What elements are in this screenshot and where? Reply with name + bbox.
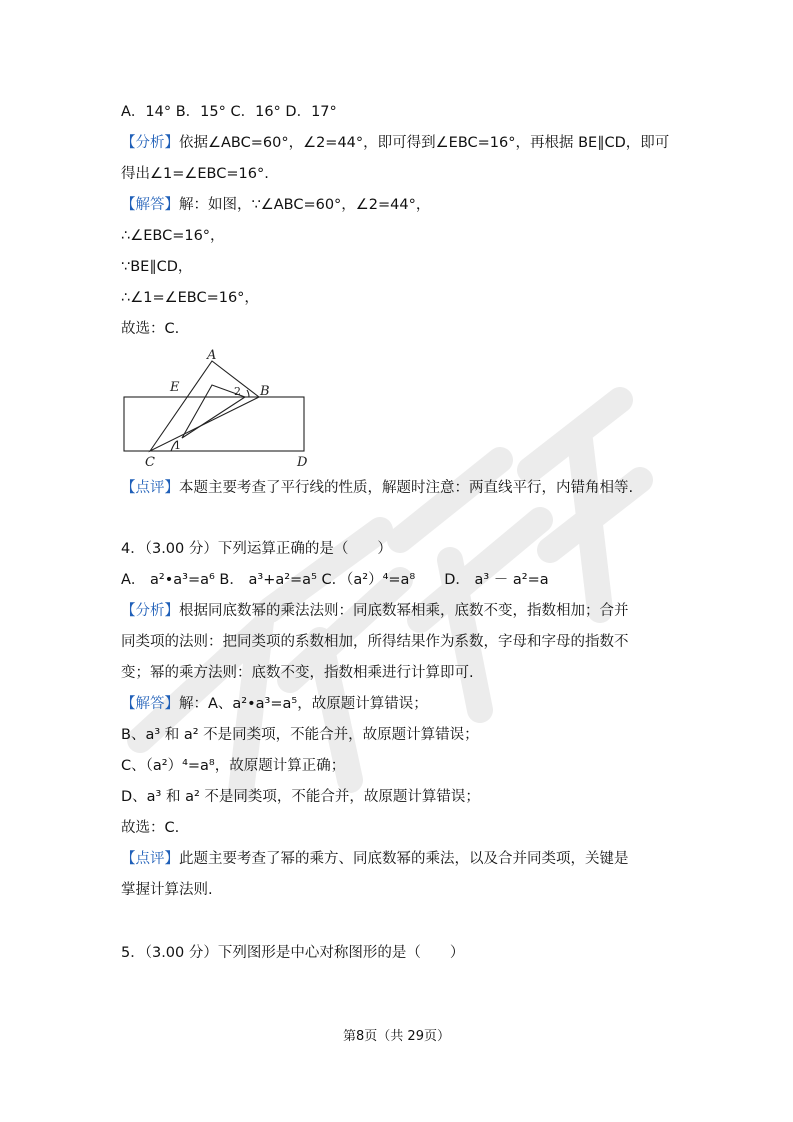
q3-comment-text: 本题主要考查了平行线的性质，解题时注意：两直线平行，内错角相等. <box>179 480 634 496</box>
label-d: D <box>297 455 308 470</box>
parallel-lines-rectangle <box>124 397 304 451</box>
q5-stem: 5．（3.00 分）下列图形是中心对称图形的是（ ） <box>121 945 465 961</box>
angle-2-arc <box>247 390 249 397</box>
label-b: B <box>260 384 270 399</box>
q4-comment-text-1: 此题主要考查了幂的乘方、同底数幂的乘法，以及合并同类项，关键是 <box>179 851 629 867</box>
analysis-tag: 【分析】 <box>121 135 179 151</box>
q3-options: A．14° B．15° C．16° D．17° <box>121 104 337 120</box>
label-angle-2: 2 <box>234 385 241 398</box>
answer-tag: 【解答】 <box>121 197 179 213</box>
label-e: E <box>170 380 180 395</box>
q3-comment-line <box>121 478 633 498</box>
q4-answer-line-4: D、a³ 和 a² 不是同类项，不能合并，故原题计算错误； <box>121 789 480 805</box>
label-c: C <box>145 455 155 470</box>
q4-comment-line-1 <box>121 849 629 869</box>
q3-answer-line-5: 故选：C. <box>121 321 180 337</box>
q3-analysis-text-1: 依据∠ABC=60°，∠2=44°，即可得到∠EBC=16°，再根据 BE∥CD，即可 <box>179 135 670 151</box>
q3-analysis-line-2: 得出∠1=∠EBC=16°. <box>121 166 269 182</box>
q3-answer-line-4: ∴∠1=∠EBC=16°， <box>121 290 259 306</box>
q4-analysis-text-1: 根据同底数幂的乘法法则：同底数幂相乘，底数不变，指数相加；合并 <box>179 603 629 619</box>
q4-comment-line-2: 掌握计算法则. <box>121 882 213 898</box>
q4-analysis-line-2: 同类项的法则：把同类项的系数相加，所得结果作为系数，字母和字母的指数不 <box>121 634 629 650</box>
q4-options: A． a²•a³=a⁶ B． a³+a²=a⁵ C．（a²）⁴=a⁸ D． a³ － a²=a <box>121 572 549 588</box>
comment-tag: 【点评】 <box>121 480 179 496</box>
q4-answer-line-2: B、a³ 和 a² 不是同类项，不能合并，故原题计算错误； <box>121 727 479 743</box>
q3-figure <box>118 345 318 473</box>
label-a: A <box>207 348 217 363</box>
label-angle-1: 1 <box>174 439 181 452</box>
q4-answer-line-1 <box>121 694 428 714</box>
triangle-outer <box>150 361 259 451</box>
q4-answer-line-3: C、（a²）⁴=a⁸，故原题计算正确； <box>121 758 346 774</box>
q4-stem: 4．（3.00 分）下列运算正确的是（ ） <box>121 541 392 557</box>
q4-analysis-line-1 <box>121 601 629 621</box>
comment-tag: 【点评】 <box>121 851 179 867</box>
page-footer: 第8页（共 29页） <box>343 1029 450 1044</box>
q4-answer-text-1: 解：A、a²•a³=a⁵，故原题计算错误； <box>179 696 428 712</box>
q3-answer-text-1: 解：如图，∵∠ABC=60°，∠2=44°， <box>179 197 431 213</box>
analysis-tag: 【分析】 <box>121 603 179 619</box>
q4-answer-line-5: 故选：C. <box>121 820 180 836</box>
q3-answer-line-1 <box>121 195 430 215</box>
q3-answer-line-2: ∴∠EBC=16°， <box>121 228 225 244</box>
q3-answer-line-3: ∵BE∥CD， <box>121 259 193 275</box>
q3-analysis-line-1 <box>121 133 669 153</box>
answer-tag: 【解答】 <box>121 696 179 712</box>
q4-analysis-line-3: 变；幂的乘方法则：底数不变，指数相乘进行计算即可. <box>121 665 474 681</box>
